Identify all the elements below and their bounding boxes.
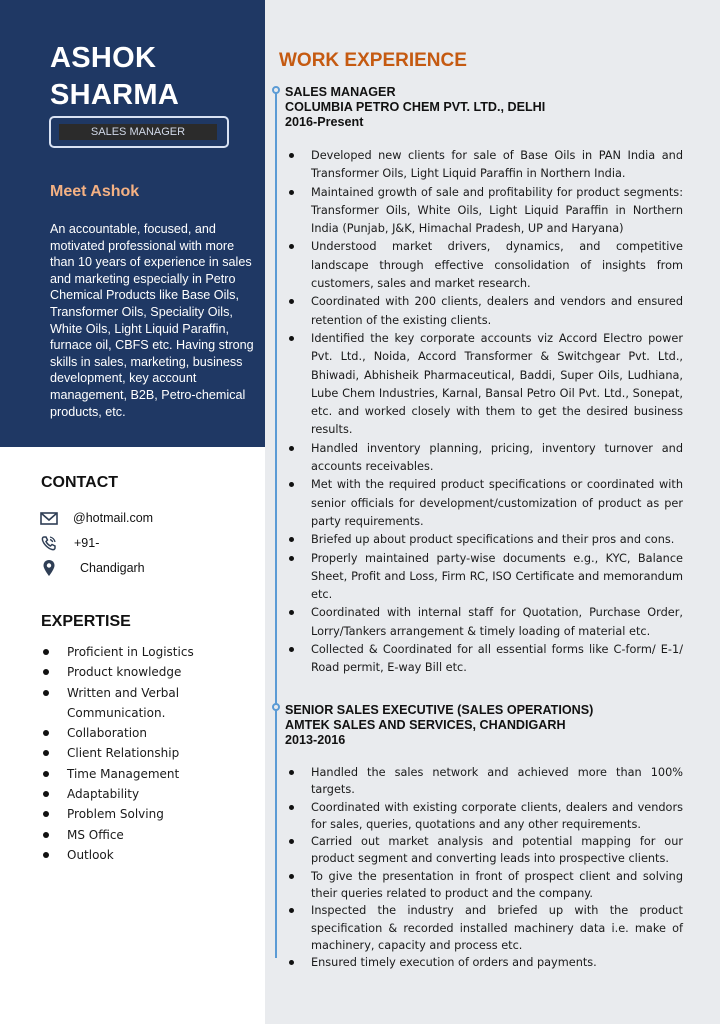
envelope-icon	[40, 509, 58, 527]
job-company: COLUMBIA PETRO CHEM PVT. LTD., DELHI	[285, 100, 546, 114]
job-period: 2016-Present	[285, 115, 364, 129]
job-role: SALES MANAGER	[285, 85, 396, 99]
list-item: Collaboration	[41, 723, 256, 743]
list-item: Adaptability	[41, 784, 256, 804]
list-item: Met with the required product specifications or coordinated with senior officials for development/customization of product as per party requirements.	[286, 476, 683, 531]
phone-icon	[40, 534, 58, 552]
job-bullets	[286, 764, 683, 972]
contact-location	[40, 558, 145, 578]
job-title: SALES MANAGER	[59, 124, 217, 140]
list-item: Handled the sales network and achieved more than 100% targets.	[286, 764, 683, 799]
list-item: Time Management	[41, 764, 256, 784]
meet-heading: Meet Ashok	[50, 183, 140, 200]
job-bullets	[286, 147, 683, 678]
list-item: Inspected the industry and briefed up with the product specification & recorded installed machinery data i.e. make of machinery, capacity and process etc.	[286, 902, 683, 954]
timeline-dot	[272, 703, 280, 711]
list-item: Written and Verbal Communication.	[41, 683, 211, 724]
list-item: Coordinated with internal staff for Quotation, Purchase Order, Lorry/Tankers arrangement & timely loading of material etc.	[286, 604, 683, 641]
location-text: Chandigarh	[80, 561, 145, 575]
job-header	[285, 85, 705, 130]
name-first: ASHOK	[50, 42, 157, 74]
list-item: Briefed up about product specifications and their pros and cons.	[286, 531, 683, 549]
expertise-heading: EXPERTISE	[41, 613, 131, 630]
candidate-name	[50, 40, 250, 114]
list-item: Properly maintained party-wise documents e.g., KYC, Balance Sheet, Profit and Loss, Firm RC, ISO Certificate and memorandum etc.	[286, 550, 683, 605]
list-item: Handled inventory planning, pricing, inventory turnover and accounts receivables.	[286, 440, 683, 477]
expertise-list	[41, 642, 256, 865]
timeline-dot	[272, 86, 280, 94]
list-item: Coordinated with existing corporate clients, dealers and vendors for sales, queries, quotations and any other requirements.	[286, 799, 683, 834]
about-summary: An accountable, focused, and motivated professional with more than 10 years of experience in sales and marketing especially in Petro Chemical Products like Base Oils, Transformer Oils, Speciality Oils, White Oils, Light Liquid Paraffin, furnace oil, CBFS etc. Having strong skills in sales, marketing, business development, key account management, B2B, Petro-chemical products, etc.	[50, 222, 254, 419]
phone-text: +91-	[74, 536, 100, 550]
list-item: Problem Solving	[41, 804, 256, 824]
list-item: Product knowledge	[41, 662, 256, 682]
list-item: Coordinated with 200 clients, dealers and vendors and ensured retention of the existing clients.	[286, 293, 683, 330]
timeline-line	[275, 92, 277, 958]
list-item: MS Office	[41, 825, 256, 845]
name-last: SHARMA	[50, 79, 180, 111]
job-header	[285, 703, 705, 748]
list-item: Proficient in Logistics	[41, 642, 256, 662]
email-text: @hotmail.com	[73, 511, 154, 525]
work-experience-heading: WORK EXPERIENCE	[279, 50, 467, 71]
list-item: Outlook	[41, 845, 256, 865]
job-role: SENIOR SALES EXECUTIVE (SALES OPERATIONS)	[285, 703, 594, 717]
contact-email	[40, 508, 153, 528]
list-item: Developed new clients for sale of Base Oils in PAN India and Transformer Oils, Light Liquid Paraffin in Northern India.	[286, 147, 683, 184]
contact-heading: CONTACT	[41, 474, 119, 491]
list-item: Client Relationship	[41, 743, 256, 763]
list-item: Ensured timely execution of orders and payments.	[286, 954, 683, 971]
list-item: Understood market drivers, dynamics, and competitive landscape through effective consolidation of insights from customers, sales and market research.	[286, 238, 683, 293]
job-period: 2013-2016	[285, 733, 346, 747]
contact-phone	[40, 533, 99, 553]
list-item: Carried out market analysis and potential mapping for our product segment and converting leads into prospective clients.	[286, 833, 683, 868]
map-pin-icon	[40, 559, 58, 577]
list-item: Collected & Coordinated for all essential forms like C-form/ E-1/ Road permit, E-way Bill etc.	[286, 641, 683, 678]
list-item: Identified the key corporate accounts viz Accord Electro power Pvt. Ltd., Noida, Accord Transformer & Switchgear Pvt. Ltd., Bhiwadi, Abhisheik Pharmaceutical, Baddi, Super Oils, Ludhiana, Lube Chem Industries, Karnal, Bansal Petro Oil Pvt. Ltd., Sonepat, etc. and worked closely with them to get the desired business results.	[286, 330, 683, 440]
job-title-box	[49, 116, 229, 148]
list-item: Maintained growth of sale and profitability for product segments: Transformer Oils, White Oils, Light Liquid Paraffin in Northern India (Punjab, J&K, Himachal Pradesh, UP and Haryana)	[286, 184, 683, 239]
list-item: To give the presentation in front of prospect client and solving their queries related to product and the company.	[286, 868, 683, 903]
job-company: AMTEK SALES AND SERVICES, CHANDIGARH	[285, 718, 566, 732]
